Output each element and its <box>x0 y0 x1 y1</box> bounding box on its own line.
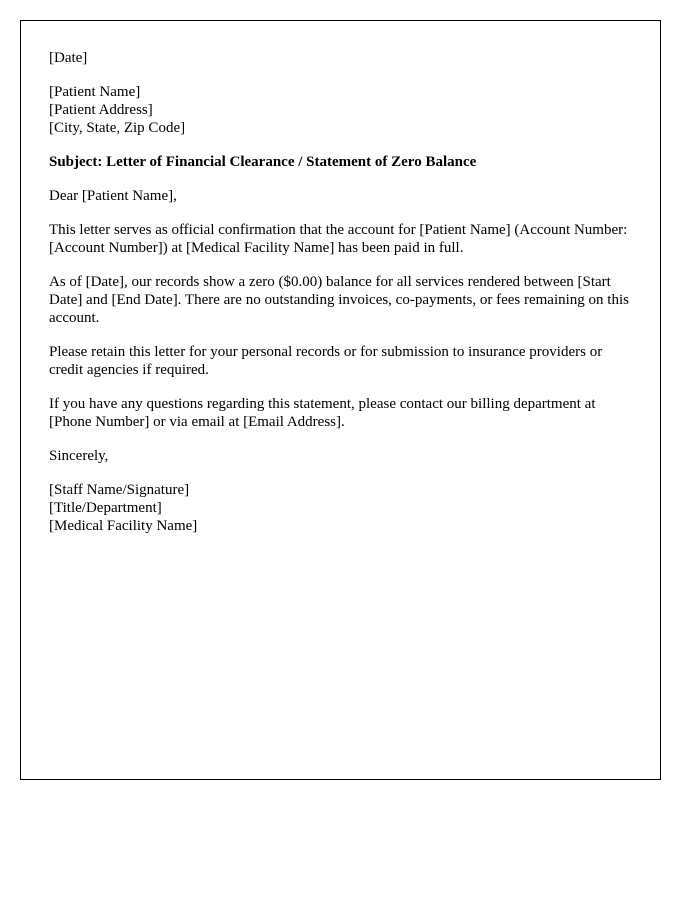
body-paragraph-4: If you have any questions regarding this statement, please contact our billing department at [Phone Number] or via email at [Email Address]. <box>49 396 596 430</box>
closing: Sincerely, <box>49 448 109 464</box>
signature-facility: [Medical Facility Name] <box>49 518 198 534</box>
recipient-name: [Patient Name] <box>49 84 141 100</box>
date-block <box>49 49 639 67</box>
signature-block <box>49 481 639 535</box>
recipient-address-block <box>49 83 639 137</box>
letter-page <box>20 20 661 780</box>
body-paragraph-1: This letter serves as official confirmation that the account for [Patient Name] (Account Number: [Account Number]) at [Medical Facility Name] has been paid in full. <box>49 222 628 256</box>
signature-staff: [Staff Name/Signature] <box>49 482 190 498</box>
body-paragraph-3: Please retain this letter for your personal records or for submission to insurance providers or credit agencies if required. <box>49 344 603 378</box>
subject-line: Subject: Letter of Financial Clearance / Statement of Zero Balance <box>49 154 477 170</box>
signature-title: [Title/Department] <box>49 500 162 516</box>
recipient-address: [Patient Address] <box>49 102 153 118</box>
letter-date: [Date] <box>49 50 88 66</box>
letter-content <box>49 49 639 551</box>
salutation: Dear [Patient Name], <box>49 188 177 204</box>
recipient-city-state-zip: [City, State, Zip Code] <box>49 120 186 136</box>
body-paragraph-2: As of [Date], our records show a zero ($0.00) balance for all services rendered between [Start Date] and [End Date]. There are no outstanding invoices, co-payments, or fees remaining on this account. <box>49 274 629 326</box>
